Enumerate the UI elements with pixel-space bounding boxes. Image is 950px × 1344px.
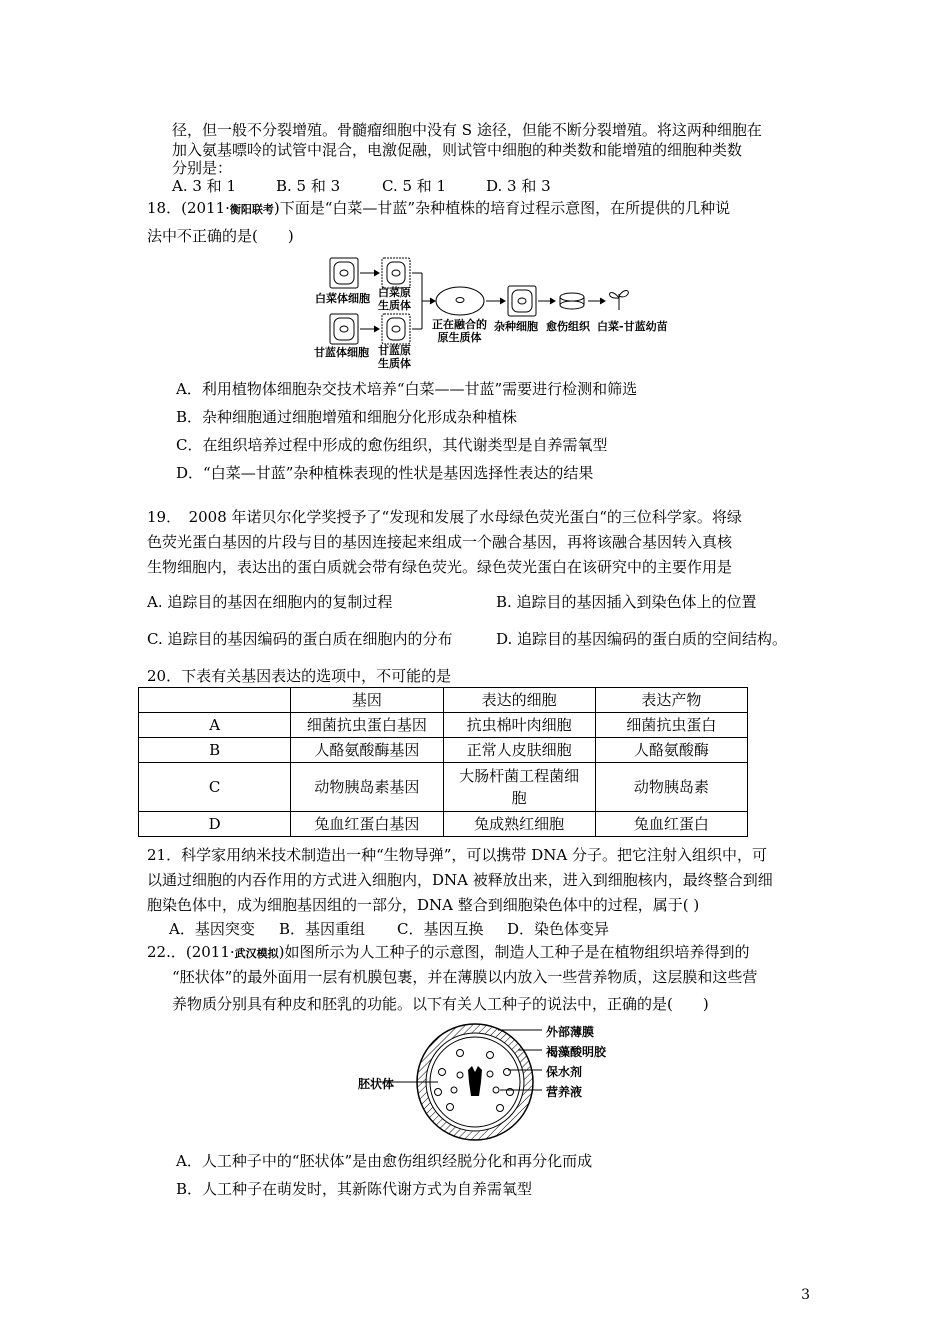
q19-line2: 色荧光蛋白基因的片段与目的基因连接起来组成一个融合基因，再将该融合基因转入真核 [147, 533, 733, 551]
q19-option-d: D. 追踪目的基因编码的蛋白质的空间结构。 [496, 630, 788, 648]
q18-option-b: B．杂种细胞通过细胞增殖和细胞分化形成杂种植株 [176, 408, 518, 426]
label-outer-membrane: 外部薄膜 [546, 1025, 595, 1039]
table-cell-line: 大肠杆菌工程菌细 [459, 767, 580, 785]
q22-option-b: B．人工种子在萌发时，其新陈代谢方式为自养需氧型 [176, 1180, 533, 1198]
table-cell: 兔血红蛋白 [595, 812, 747, 837]
q22-source: 武汉模拟 [234, 947, 279, 960]
q18-stem1: )下面是“白菜—甘蓝”杂种植株的培育过程示意图，在所提供的几种说 [273, 199, 731, 217]
table-cell: 人酪氨酸酶基因 [291, 738, 443, 763]
artificial-seed-diagram [350, 1020, 650, 1150]
table-cell: 细菌抗虫蛋白基因 [291, 713, 443, 738]
label-fusing-2: 原生质体 [437, 331, 482, 344]
q17-line1: 径，但一般不分裂增殖。骨髓瘤细胞中没有 S 途径，但能不断分裂增殖。将这两种细胞在 [172, 121, 762, 139]
q20-stem: 20．下表有关基因表达的选项中，不可能的是 [147, 667, 452, 685]
label-cabbage-protoplast [378, 286, 411, 312]
table-cell: 兔成熟红细胞 [443, 812, 595, 837]
label-alginate: 褐藻酸明胶 [546, 1045, 607, 1059]
label-cabbage-cell: 白菜体细胞 [315, 292, 370, 305]
callus-dish-shape [560, 293, 584, 301]
table-header: 表达的细胞 [443, 688, 595, 713]
q19-option-c: C. 追踪目的基因编码的蛋白质在细胞内的分布 [147, 630, 453, 648]
q22-stem-line2: “胚状体”的最外面用一层有机膜包裹，并在薄膜以内放入一些营养物质，这层膜和这些营 [172, 968, 758, 986]
q22-number: 22.．(2011· [147, 943, 235, 961]
q19-line3: 生物细胞内，表达出的蛋白质就会带有绿色荧光。绿色荧光蛋白在该研究中的主要作用是 [147, 558, 733, 576]
table-header: 表达产物 [595, 688, 747, 713]
label-embryoid: 胚状体 [358, 1077, 395, 1091]
label-hybrid-cell: 杂种细胞 [494, 320, 538, 333]
q17-option-c: C. 5 和 1 [382, 177, 447, 195]
table-cell: 抗虫棉叶肉细胞 [443, 713, 595, 738]
q17-line2: 加入氨基嘌呤的试管中混合，电激促融，则试管中细胞的种类数和能增殖的细胞种类数 [172, 141, 743, 159]
fusing-protoplast-shape [436, 287, 484, 315]
label-fusing-protoplast [432, 318, 487, 344]
table-row [139, 763, 748, 812]
q22-stem-line3: 养物质分别具有种皮和胚乳的功能。以下有关人工种子的说法中，正确的是( ) [172, 995, 709, 1013]
q21-option-c: C．基因互换 [397, 920, 484, 938]
q17-option-b: B. 5 和 3 [276, 177, 341, 195]
label-callus: 愈伤组织 [546, 320, 590, 333]
table-cell: B [139, 738, 291, 763]
table-cell: 细菌抗虫蛋白 [595, 713, 747, 738]
q18-number: 18．(2011· [147, 199, 230, 217]
q21-option-a: A．基因突变 [169, 920, 255, 938]
q19-line1: 19． 2008 年诺贝尔化学奖授予了“发现和发展了水母绿色荧光蛋白“的三位科学家。将绿 [147, 508, 742, 526]
q18-stem-line1 [147, 197, 730, 221]
label-fusing-1: 正在融合的 [432, 318, 487, 331]
table-row [139, 713, 748, 738]
table-cell: 正常人皮肤细胞 [443, 738, 595, 763]
table-row [139, 738, 748, 763]
q19-option-a: A. 追踪目的基因在细胞内的复制过程 [147, 593, 393, 611]
q22-stem-line1 [147, 941, 750, 965]
q21-option-d: D．染色体变异 [507, 920, 610, 938]
table-cell: 动物胰岛素基因 [291, 763, 443, 812]
page-number: 3 [801, 1287, 810, 1303]
q18-stem-line2: 法中不正确的是( ) [147, 227, 294, 245]
q22-option-a: A．人工种子中的“胚状体”是由愈伤组织经脱分化和再分化而成 [176, 1152, 593, 1170]
q21-options [169, 918, 609, 940]
q17-option-a: A. 3 和 1 [172, 177, 236, 195]
table-cell: 人酪氨酸酶 [595, 738, 747, 763]
q17-options [172, 175, 551, 197]
table-cell: 动物胰岛素 [595, 763, 747, 812]
q21-line3: 胞染色体中，成为细胞基因组的一部分，DNA 整合到细胞染色体中的过程，属于( ) [147, 896, 700, 914]
q17-option-d: D. 3 和 3 [486, 177, 551, 195]
table-cell-line: 胞 [511, 789, 527, 807]
gene-expression-table [138, 687, 748, 837]
label-seedling: 白菜-甘蓝幼苗 [597, 320, 668, 333]
label-kale-protoplast-1: 甘蓝原 [378, 344, 411, 357]
label-kale-protoplast [378, 344, 411, 370]
table-row [139, 812, 748, 837]
q21-line2: 以通过细胞的内吞作用的方式进入细胞内，DNA 被释放出来，进入到细胞核内，最终整合到细 [147, 871, 773, 889]
q19-option-b: B. 追踪目的基因插入到染色体上的位置 [496, 593, 757, 611]
label-cabbage-protoplast-1: 白菜原 [378, 286, 411, 299]
q18-option-c: C．在组织培养过程中形成的愈伤组织，其代谢类型是自养需氧型 [176, 436, 608, 454]
table-header [139, 688, 291, 713]
table-header-row [139, 688, 748, 713]
table-cell: D [139, 812, 291, 837]
label-water-retainer: 保水剂 [546, 1065, 583, 1079]
label-cabbage-protoplast-2: 生质体 [378, 299, 411, 312]
table-cell: C [139, 763, 291, 812]
label-nutrient: 营养液 [546, 1085, 583, 1099]
label-kale-protoplast-2: 生质体 [378, 357, 411, 370]
q18-source: 衡阳联考 [229, 203, 274, 216]
table-header: 基因 [291, 688, 443, 713]
q21-line1: 21．科学家用纳米技术制造出一种“生物导弹”，可以携带 DNA 分子。把它注射入组织中，可 [147, 846, 767, 864]
table-cell [443, 763, 595, 812]
q18-option-a: A．利用植物体细胞杂交技术培养“白菜——甘蓝”需要进行检测和筛选 [176, 380, 638, 398]
table-cell: 兔血红蛋白基因 [291, 812, 443, 837]
label-kale-cell: 甘蓝体细胞 [314, 346, 369, 359]
table-cell: A [139, 713, 291, 738]
q18-option-d: D．“白菜—甘蓝”杂种植株表现的性状是基因选择性表达的结果 [176, 464, 594, 482]
q17-line3: 分别是： [172, 159, 233, 177]
q21-option-b: B．基因重组 [279, 920, 366, 938]
q22-stem1: )如图所示为人工种子的示意图，制造人工种子是在植物组织培养得到的 [278, 943, 750, 961]
